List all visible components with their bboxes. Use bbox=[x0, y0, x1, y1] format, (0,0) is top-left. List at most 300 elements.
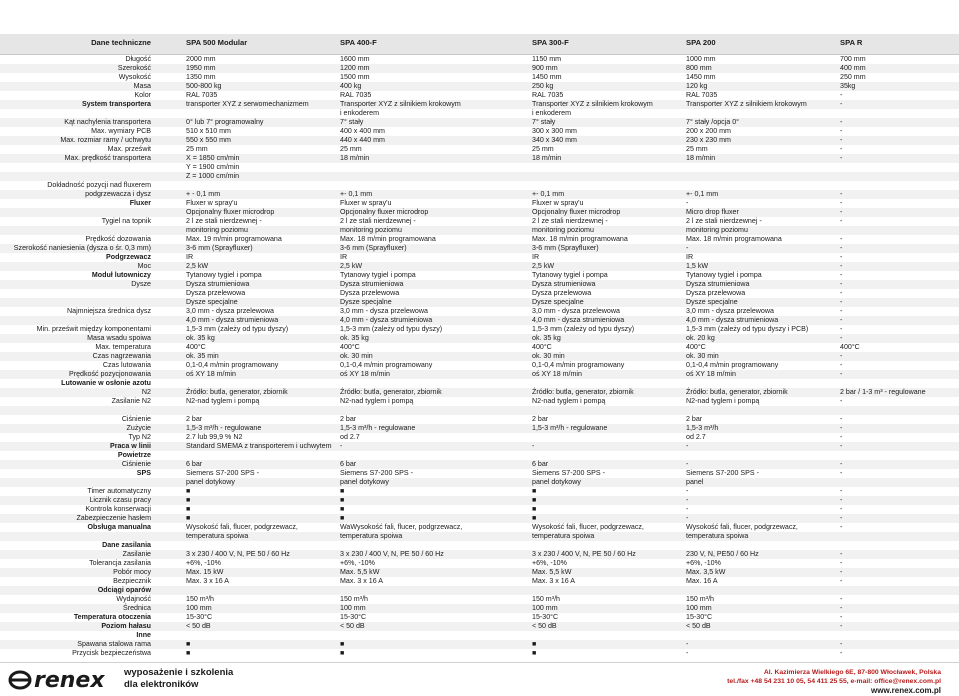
cell-spa-r: - bbox=[840, 640, 843, 648]
table-row bbox=[0, 334, 959, 343]
row-label: Dysze bbox=[131, 280, 151, 288]
cell-spa-400-f: 1,5-3 mm (zależy od typu dyszy) bbox=[340, 325, 443, 333]
row-label: Praca w linii bbox=[109, 442, 151, 450]
section-label: Dane techniczne bbox=[91, 38, 151, 47]
cell-spa-300-f: N2-nad tyglem i pompą bbox=[532, 397, 606, 405]
cell-spa-200: - bbox=[686, 640, 689, 648]
cell-spa-500-modular: ■ bbox=[186, 487, 191, 495]
table-row bbox=[0, 496, 959, 505]
cell-spa-r: - bbox=[840, 595, 843, 603]
table-row bbox=[0, 208, 959, 217]
cell-spa-300-f: +6%, -10% bbox=[532, 559, 567, 567]
cell-spa-400-f: 400 kg bbox=[340, 82, 362, 90]
cell-spa-300-f: 2 l ze stali nierdzewnej - bbox=[532, 217, 608, 225]
row-label: Długość bbox=[125, 55, 151, 63]
row-label: Wydajność bbox=[116, 595, 151, 603]
row-label: Prędkość pozycjonowania bbox=[68, 370, 151, 378]
cell-spa-500-modular: panel dotykowy bbox=[186, 478, 235, 486]
cell-spa-r: - bbox=[840, 199, 843, 207]
table-row bbox=[0, 559, 959, 568]
row-label: Pobór mocy bbox=[113, 568, 151, 576]
row-label: Lutowanie w osłonie azotu bbox=[61, 379, 151, 387]
cell-spa-300-f: ■ bbox=[532, 649, 537, 657]
table-row bbox=[0, 253, 959, 262]
row-label: Dane zasilania bbox=[102, 541, 151, 549]
row-label: Max. prześwit bbox=[107, 145, 151, 153]
cell-spa-300-f: 2 bar bbox=[532, 415, 549, 423]
cell-spa-400-f: +- 0,1 mm bbox=[340, 190, 373, 198]
cell-spa-400-f: ok. 35 kg bbox=[340, 334, 369, 342]
cell-spa-400-f: 4,0 mm - dysza strumieniowa bbox=[340, 316, 433, 324]
cell-spa-400-f: od 2.7 bbox=[340, 433, 360, 441]
row-label: Kontrola konserwacji bbox=[85, 505, 151, 513]
row-label: Bezpiecznik bbox=[113, 577, 151, 585]
model-col-2: SPA 400-F bbox=[340, 38, 377, 47]
cell-spa-200: Dysze specjalne bbox=[686, 298, 738, 306]
cell-spa-r: - bbox=[840, 244, 843, 252]
slogan bbox=[124, 667, 233, 691]
cell-spa-300-f: 300 x 300 mm bbox=[532, 127, 577, 135]
cell-spa-400-f: Max. 18 m/min programowana bbox=[340, 235, 436, 243]
row-label: Prędkość dozowania bbox=[85, 235, 151, 243]
row-label: Masa wsadu spoiwa bbox=[87, 334, 151, 342]
cell-spa-r: - bbox=[840, 469, 843, 477]
cell-spa-r: - bbox=[840, 127, 843, 135]
table-row bbox=[0, 64, 959, 73]
cell-spa-r: - bbox=[840, 415, 843, 423]
row-label: Powietrze bbox=[117, 451, 151, 459]
cell-spa-500-modular: ■ bbox=[186, 640, 191, 648]
cell-spa-400-f: i enkoderem bbox=[340, 109, 380, 117]
cell-spa-500-modular: 2000 mm bbox=[186, 55, 216, 63]
cell-spa-400-f: 3,0 mm - dysza przelewowa bbox=[340, 307, 428, 315]
cell-spa-500-modular: oś XY 18 m/min bbox=[186, 370, 236, 378]
cell-spa-300-f: 3-6 mm (Sprayfluxer) bbox=[532, 244, 599, 252]
cell-spa-500-modular: 550 x 550 mm bbox=[186, 136, 231, 144]
cell-spa-400-f: 400°C bbox=[340, 343, 360, 351]
row-label: Max. wymiary PCB bbox=[91, 127, 151, 135]
cell-spa-400-f: Max. 3 x 16 A bbox=[340, 577, 383, 585]
cell-spa-500-modular: Standard SMEMA z transporterem i uchwytem bbox=[186, 442, 332, 450]
table-row bbox=[0, 109, 959, 118]
row-label: Inne bbox=[136, 631, 151, 639]
table-row bbox=[0, 541, 959, 550]
row-label: Podgrzewacz bbox=[106, 253, 151, 261]
cell-spa-r: - bbox=[840, 280, 843, 288]
cell-spa-500-modular: 510 x 510 mm bbox=[186, 127, 231, 135]
cell-spa-r: - bbox=[840, 460, 843, 468]
cell-spa-r: - bbox=[840, 316, 843, 324]
cell-spa-500-modular: ■ bbox=[186, 649, 191, 657]
cell-spa-500-modular: Dysza strumieniowa bbox=[186, 280, 250, 288]
cell-spa-300-f: Dysza strumieniowa bbox=[532, 280, 596, 288]
table-row bbox=[0, 595, 959, 604]
model-col-3: SPA 300-F bbox=[532, 38, 569, 47]
cell-spa-300-f: ■ bbox=[532, 514, 537, 522]
cell-spa-500-modular: Dysza przelewowa bbox=[186, 289, 246, 297]
cell-spa-300-f: Opcjonalny fluxer microdrop bbox=[532, 208, 621, 216]
row-label: SPS bbox=[136, 469, 151, 477]
cell-spa-200: - bbox=[686, 514, 689, 522]
cell-spa-400-f: 1600 mm bbox=[340, 55, 370, 63]
cell-spa-300-f: 150 m³/h bbox=[532, 595, 560, 603]
cell-spa-200: Dysza przelewowa bbox=[686, 289, 746, 297]
cell-spa-200: Tytanowy tygiel i pompa bbox=[686, 271, 762, 279]
table-row bbox=[0, 181, 959, 190]
row-label: Spawana stalowa rama bbox=[77, 640, 151, 648]
cell-spa-200: od 2.7 bbox=[686, 433, 706, 441]
cell-spa-r: - bbox=[840, 289, 843, 297]
cell-spa-r: 2 bar / 1-3 m³ - regulowane bbox=[840, 388, 926, 396]
cell-spa-400-f: ■ bbox=[340, 640, 345, 648]
cell-spa-200: panel bbox=[686, 478, 704, 486]
cell-spa-300-f: 18 m/min bbox=[532, 154, 562, 162]
cell-spa-200: 400°C bbox=[686, 343, 706, 351]
cell-spa-500-modular: Dysze specjalne bbox=[186, 298, 238, 306]
cell-spa-400-f: 3 x 230 / 400 V, N, PE 50 / 60 Hz bbox=[340, 550, 444, 558]
cell-spa-500-modular: 15-30°C bbox=[186, 613, 213, 621]
cell-spa-300-f: 25 mm bbox=[532, 145, 554, 153]
cell-spa-300-f: Transporter XYZ z silnikiem krokowym bbox=[532, 100, 653, 108]
cell-spa-400-f: ■ bbox=[340, 487, 345, 495]
cell-spa-300-f: monitoring poziomu bbox=[532, 226, 594, 234]
cell-spa-300-f: ■ bbox=[532, 487, 537, 495]
table-row bbox=[0, 100, 959, 109]
row-label: Poziom hałasu bbox=[101, 622, 151, 630]
row-label: Kąt nachylenia transportera bbox=[64, 118, 151, 126]
cell-spa-200: 1,5-3 m³/h bbox=[686, 424, 719, 432]
cell-spa-r: - bbox=[840, 118, 843, 126]
row-label: Szerokość naniesienia (dysza o śr. 0,3 mm) bbox=[13, 244, 151, 252]
cell-spa-200: RAL 7035 bbox=[686, 91, 718, 99]
cell-spa-500-modular: Fluxer w spray'u bbox=[186, 199, 238, 207]
cell-spa-400-f: 1,5-3 m³/h - regulowane bbox=[340, 424, 416, 432]
row-label: podgrzewacza i dysz bbox=[85, 190, 151, 198]
cell-spa-500-modular: transporter XYZ z serwomechanizmem bbox=[186, 100, 309, 108]
row-label: Typ N2 bbox=[128, 433, 151, 441]
cell-spa-200: 1,5 kW bbox=[686, 262, 709, 270]
cell-spa-300-f: oś XY 18 m/min bbox=[532, 370, 582, 378]
table-row bbox=[0, 532, 959, 541]
cell-spa-r: - bbox=[840, 514, 843, 522]
cell-spa-r: - bbox=[840, 235, 843, 243]
cell-spa-300-f: ■ bbox=[532, 505, 537, 513]
cell-spa-400-f: Opcjonalny fluxer microdrop bbox=[340, 208, 429, 216]
cell-spa-200: Dysza strumieniowa bbox=[686, 280, 750, 288]
website-link[interactable]: www.renex.com.pl bbox=[871, 686, 941, 695]
contact-block bbox=[727, 668, 941, 695]
table-row bbox=[0, 325, 959, 334]
cell-spa-400-f: 2,5 kW bbox=[340, 262, 363, 270]
table-row bbox=[0, 271, 959, 280]
cell-spa-r: - bbox=[840, 145, 843, 153]
row-label: Tolerancja zasilania bbox=[89, 559, 151, 567]
cell-spa-500-modular: Z = 1000 cm/min bbox=[186, 172, 240, 180]
cell-spa-400-f: ok. 30 min bbox=[340, 352, 373, 360]
cell-spa-500-modular: RAL 7035 bbox=[186, 91, 218, 99]
cell-spa-300-f: 1,5-3 mm (zależy od typu dyszy) bbox=[532, 325, 635, 333]
cell-spa-400-f: temperatura spoiwa bbox=[340, 532, 403, 540]
cell-spa-300-f: Siemens S7-200 SPS - bbox=[532, 469, 605, 477]
cell-spa-300-f: Dysza przelewowa bbox=[532, 289, 592, 297]
table-row bbox=[0, 613, 959, 622]
cell-spa-r: - bbox=[840, 622, 843, 630]
cell-spa-300-f: ■ bbox=[532, 640, 537, 648]
row-label: System transportera bbox=[82, 100, 151, 108]
table-row bbox=[0, 622, 959, 631]
table-row bbox=[0, 163, 959, 172]
cell-spa-400-f: Fluxer w spray'u bbox=[340, 199, 392, 207]
cell-spa-400-f: ■ bbox=[340, 496, 345, 504]
table-row bbox=[0, 82, 959, 91]
cell-spa-500-modular: Max. 19 m/min programowana bbox=[186, 235, 282, 243]
cell-spa-500-modular: Max. 15 kW bbox=[186, 568, 224, 576]
row-label: Zasilanie bbox=[122, 550, 151, 558]
cell-spa-400-f: N2-nad tyglem i pompą bbox=[340, 397, 414, 405]
table-row bbox=[0, 424, 959, 433]
cell-spa-200: ok. 30 min bbox=[686, 352, 719, 360]
cell-spa-400-f: 15-30°C bbox=[340, 613, 367, 621]
table-row bbox=[0, 127, 959, 136]
cell-spa-200: - bbox=[686, 505, 689, 513]
cell-spa-500-modular: Opcjonalny fluxer microdrop bbox=[186, 208, 275, 216]
row-label: Dokładność pozycji nad fluxerem bbox=[47, 181, 151, 189]
row-label: Średnica bbox=[123, 604, 151, 612]
cell-spa-200: 3,0 mm - dysza przelewowa bbox=[686, 307, 774, 315]
table-row bbox=[0, 514, 959, 523]
cell-spa-200: IR bbox=[686, 253, 694, 261]
cell-spa-200: ok. 20 kg bbox=[686, 334, 715, 342]
table-row bbox=[0, 73, 959, 82]
cell-spa-r: - bbox=[840, 334, 843, 342]
cell-spa-r: - bbox=[840, 370, 843, 378]
cell-spa-400-f: 18 m/min bbox=[340, 154, 370, 162]
table-row bbox=[0, 145, 959, 154]
cell-spa-500-modular: 6 bar bbox=[186, 460, 203, 468]
table-row bbox=[0, 406, 959, 415]
cell-spa-r: - bbox=[840, 442, 843, 450]
cell-spa-200: temperatura spoiwa bbox=[686, 532, 749, 540]
cell-spa-500-modular: 4,0 mm - dysza strumieniowa bbox=[186, 316, 279, 324]
cell-spa-300-f: +- 0,1 mm bbox=[532, 190, 565, 198]
table-row bbox=[0, 235, 959, 244]
cell-spa-400-f: 2 bar bbox=[340, 415, 357, 423]
brand-text: renex bbox=[34, 668, 105, 692]
cell-spa-500-modular: 1350 mm bbox=[186, 73, 216, 81]
cell-spa-300-f: Dysze specjalne bbox=[532, 298, 584, 306]
cell-spa-400-f: Max. 5,5 kW bbox=[340, 568, 380, 576]
cell-spa-300-f: Źródło: butla, generator, zbiornik bbox=[532, 388, 634, 396]
cell-spa-r: - bbox=[840, 559, 843, 567]
cell-spa-r: - bbox=[840, 505, 843, 513]
cell-spa-r: - bbox=[840, 136, 843, 144]
cell-spa-300-f: 900 mm bbox=[532, 64, 558, 72]
cell-spa-400-f: 400 x 400 mm bbox=[340, 127, 385, 135]
cell-spa-500-modular: Max. 3 x 16 A bbox=[186, 577, 229, 585]
cell-spa-500-modular: 3-6 mm (Sprayfluxer) bbox=[186, 244, 253, 252]
row-label: Min. prześwit między komponentami bbox=[36, 325, 151, 333]
table-row bbox=[0, 433, 959, 442]
cell-spa-200: - bbox=[686, 442, 689, 450]
cell-spa-400-f: < 50 dB bbox=[340, 622, 365, 630]
cell-spa-200: Max. 18 m/min programowana bbox=[686, 235, 782, 243]
cell-spa-200: - bbox=[686, 496, 689, 504]
cell-spa-400-f: ■ bbox=[340, 514, 345, 522]
cell-spa-r: - bbox=[840, 307, 843, 315]
cell-spa-r: - bbox=[840, 190, 843, 198]
table-row bbox=[0, 55, 959, 64]
table-row bbox=[0, 154, 959, 163]
cell-spa-500-modular: 150 m³/h bbox=[186, 595, 214, 603]
table-row bbox=[0, 172, 959, 181]
row-label: Zabezpieczenie hasłem bbox=[76, 514, 151, 522]
cell-spa-500-modular: Siemens S7-200 SPS - bbox=[186, 469, 259, 477]
cell-spa-400-f: 3-6 mm (Sprayfluxer) bbox=[340, 244, 407, 252]
table-row bbox=[0, 649, 959, 658]
table-row bbox=[0, 388, 959, 397]
cell-spa-500-modular: + - 0,1 mm bbox=[186, 190, 221, 198]
cell-spa-300-f: panel dotykowy bbox=[532, 478, 581, 486]
cell-spa-300-f: - bbox=[532, 442, 535, 450]
cell-spa-r: - bbox=[840, 298, 843, 306]
table-row bbox=[0, 316, 959, 325]
row-label: Szerokość bbox=[117, 64, 151, 72]
cell-spa-200: 2 bar bbox=[686, 415, 703, 423]
cell-spa-400-f: 7° stały bbox=[340, 118, 364, 126]
table-row bbox=[0, 505, 959, 514]
cell-spa-200: 18 m/min bbox=[686, 154, 716, 162]
cell-spa-500-modular: 400°C bbox=[186, 343, 206, 351]
cell-spa-400-f: Źródło: butla, generator, zbiornik bbox=[340, 388, 442, 396]
address: Al. Kazimierza Wielkiego 6E, 87-800 Włocławek, Polska bbox=[763, 669, 941, 676]
cell-spa-r: 400 mm bbox=[840, 64, 866, 72]
row-label: Ciśnienie bbox=[121, 460, 151, 468]
cell-spa-500-modular: 25 mm bbox=[186, 145, 208, 153]
cell-spa-500-modular: 1950 mm bbox=[186, 64, 216, 72]
cell-spa-400-f: panel dotykowy bbox=[340, 478, 389, 486]
cell-spa-400-f: 440 x 440 mm bbox=[340, 136, 385, 144]
cell-spa-200: 4,0 mm - dysza strumieniowa bbox=[686, 316, 779, 324]
table-row bbox=[0, 352, 959, 361]
table-row bbox=[0, 298, 959, 307]
cell-spa-300-f: Tytanowy tygiel i pompa bbox=[532, 271, 608, 279]
cell-spa-500-modular: 2 bar bbox=[186, 415, 203, 423]
cell-spa-200: 100 mm bbox=[686, 604, 712, 612]
cell-spa-200: - bbox=[686, 487, 689, 495]
cell-spa-400-f: ■ bbox=[340, 649, 345, 657]
model-col-4: SPA 200 bbox=[686, 38, 716, 47]
table-row bbox=[0, 604, 959, 613]
cell-spa-r: - bbox=[840, 208, 843, 216]
cell-spa-300-f: 4,0 mm - dysza strumieniowa bbox=[532, 316, 625, 324]
cell-spa-r: - bbox=[840, 100, 843, 108]
cell-spa-400-f: Tytanowy tygiel i pompa bbox=[340, 271, 416, 279]
cell-spa-300-f: 3 x 230 / 400 V, N, PE 50 / 60 Hz bbox=[532, 550, 636, 558]
table-row bbox=[0, 307, 959, 316]
table-row bbox=[0, 478, 959, 487]
table-row bbox=[0, 199, 959, 208]
row-label: Temperatura otoczenia bbox=[73, 613, 151, 621]
table-row bbox=[0, 442, 959, 451]
row-label: Obsługa manualna bbox=[87, 523, 151, 531]
cell-spa-500-modular: temperatura spoiwa bbox=[186, 532, 249, 540]
cell-spa-400-f: 1200 mm bbox=[340, 64, 370, 72]
cell-spa-500-modular: 2,5 kW bbox=[186, 262, 209, 270]
cell-spa-200: Max. 16 A bbox=[686, 577, 718, 585]
contact-line: tel./fax +48 54 231 10 05, 54 411 25 55, e-mail: office@renex.com.pl bbox=[727, 678, 941, 685]
cell-spa-500-modular: 1,5-3 m³/h - regulowane bbox=[186, 424, 262, 432]
cell-spa-300-f: 6 bar bbox=[532, 460, 549, 468]
row-label: Najmniejsza średnica dysz bbox=[67, 307, 151, 315]
table-row bbox=[0, 226, 959, 235]
cell-spa-400-f: RAL 7035 bbox=[340, 91, 372, 99]
row-label: Max. prędkość transportera bbox=[64, 154, 151, 162]
cell-spa-200: 1,5-3 mm (zależy od typu dyszy i PCB) bbox=[686, 325, 809, 333]
table-row bbox=[0, 460, 959, 469]
table-header bbox=[0, 34, 959, 55]
cell-spa-200: oś XY 18 m/min bbox=[686, 370, 736, 378]
cell-spa-r: - bbox=[840, 568, 843, 576]
model-col-5: SPA R bbox=[840, 38, 863, 47]
cell-spa-300-f: i enkoderem bbox=[532, 109, 572, 117]
table-row bbox=[0, 469, 959, 478]
table-row bbox=[0, 370, 959, 379]
row-label: Moduł lutowniczy bbox=[91, 271, 151, 279]
cell-spa-200: 1000 mm bbox=[686, 55, 716, 63]
row-label: Moc bbox=[137, 262, 151, 270]
page-footer bbox=[0, 662, 959, 696]
row-label: Ciśnienie bbox=[121, 415, 151, 423]
cell-spa-400-f: 25 mm bbox=[340, 145, 362, 153]
cell-spa-500-modular: ■ bbox=[186, 505, 191, 513]
table-row bbox=[0, 91, 959, 100]
cell-spa-200: 7° stały /opcja 0° bbox=[686, 118, 739, 126]
cell-spa-300-f: 1450 mm bbox=[532, 73, 562, 81]
row-label: N2 bbox=[141, 388, 151, 396]
table-row bbox=[0, 415, 959, 424]
cell-spa-400-f: 1500 mm bbox=[340, 73, 370, 81]
cell-spa-200: Micro drop fluxer bbox=[686, 208, 739, 216]
cell-spa-300-f: 7° stały bbox=[532, 118, 556, 126]
cell-spa-300-f: Max. 3 x 16 A bbox=[532, 577, 575, 585]
cell-spa-300-f: 0,1-0,4 m/min programowany bbox=[532, 361, 625, 369]
cell-spa-200: - bbox=[686, 460, 689, 468]
table-row bbox=[0, 361, 959, 370]
cell-spa-200: +6%, -10% bbox=[686, 559, 721, 567]
table-row bbox=[0, 262, 959, 271]
cell-spa-400-f: Siemens S7-200 SPS - bbox=[340, 469, 413, 477]
cell-spa-r: - bbox=[840, 523, 843, 531]
cell-spa-200: 800 mm bbox=[686, 64, 712, 72]
cell-spa-r: - bbox=[840, 91, 843, 99]
cell-spa-200: monitoring poziomu bbox=[686, 226, 748, 234]
cell-spa-500-modular: 2 l ze stali nierdzewnej - bbox=[186, 217, 262, 225]
table-row bbox=[0, 244, 959, 253]
cell-spa-500-modular: 500-800 kg bbox=[186, 82, 222, 90]
cell-spa-300-f: ok. 35 kg bbox=[532, 334, 561, 342]
cell-spa-500-modular: ok. 35 min bbox=[186, 352, 219, 360]
cell-spa-500-modular: N2-nad tyglem i pompą bbox=[186, 397, 260, 405]
cell-spa-400-f: 2 l ze stali nierdzewnej - bbox=[340, 217, 416, 225]
cell-spa-300-f: ok. 30 min bbox=[532, 352, 565, 360]
cell-spa-r: - bbox=[840, 325, 843, 333]
cell-spa-200: Źródło: butla, generator, zbiornik bbox=[686, 388, 788, 396]
cell-spa-r: 250 mm bbox=[840, 73, 866, 81]
cell-spa-500-modular: Wysokość fali, flucer, podgrzewacz, bbox=[186, 523, 298, 531]
cell-spa-200: Transporter XYZ z silnikiem krokowym bbox=[686, 100, 807, 108]
cell-spa-200: 200 x 200 mm bbox=[686, 127, 731, 135]
cell-spa-r: - bbox=[840, 496, 843, 504]
